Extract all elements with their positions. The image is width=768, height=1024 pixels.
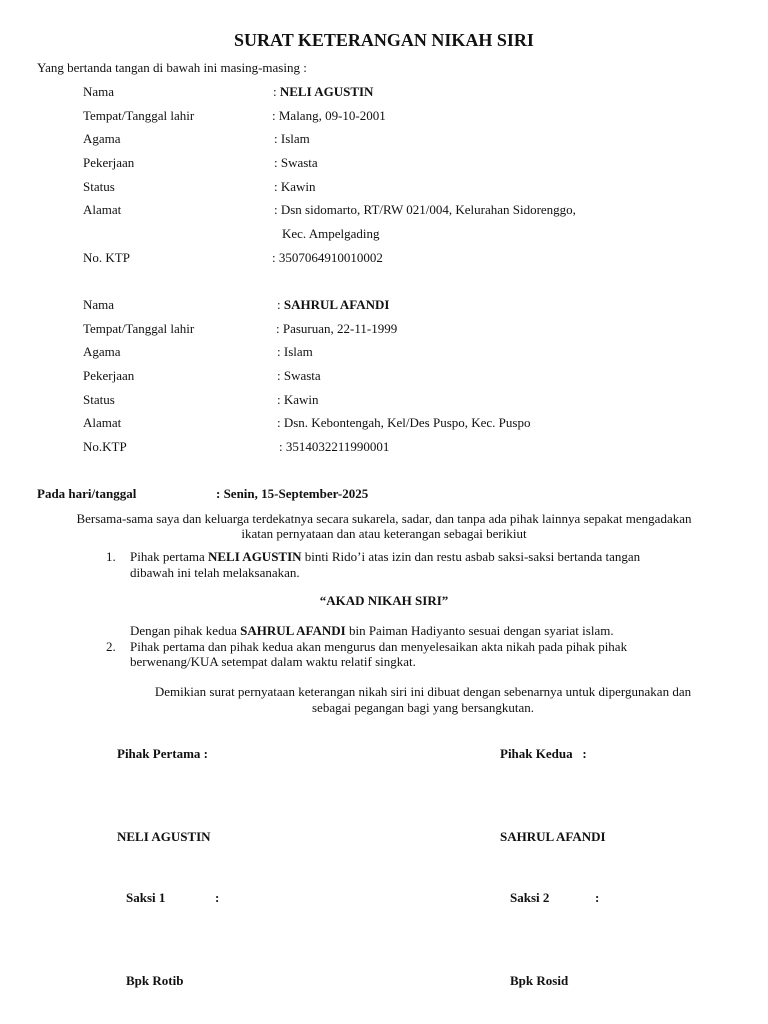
date-label: Pada hari/tanggal	[37, 486, 137, 501]
person1-status-value: : Kawin	[274, 179, 316, 194]
akad-heading: “AKAD NIKAH SIRI”	[319, 593, 449, 608]
person1-address-value: : Dsn sidomarto, RT/RW 021/004, Kelurahan Sidorenggo,	[274, 202, 576, 217]
person1-religion-label: Agama	[83, 131, 121, 146]
pihak-kedua-name: SAHRUL AFANDI	[500, 829, 606, 844]
item1-line2: dibawah ini telah melaksanakan.	[130, 565, 300, 580]
closing-line1: Demikian surat pernyataan keterangan nikah siri ini dibuat dengan sebenarnya untuk dipergunakan dan	[154, 684, 692, 699]
saksi1-colon: :	[215, 890, 220, 905]
saksi2-label: Saksi 2	[510, 890, 550, 905]
person1-job-value: : Swasta	[274, 155, 318, 170]
person1-status-label: Status	[83, 179, 115, 194]
person1-name-value: : NELI AGUSTIN	[273, 84, 374, 99]
intro-text: Yang bertanda tangan di bawah ini masing-masing :	[37, 60, 307, 75]
person2-ktp-label: No.KTP	[83, 439, 127, 454]
person1-ktp-value: : 3507064910010002	[272, 250, 383, 265]
item2-number: 2.	[106, 639, 116, 654]
person1-ktp-label: No. KTP	[83, 250, 130, 265]
akad-line: Dengan pihak kedua SAHRUL AFANDI bin Paiman Hadiyanto sesuai dengan syariat islam.	[130, 623, 614, 638]
person2-birth-value: : Pasuruan, 22-11-1999	[276, 321, 398, 336]
person1-birth-value: : Malang, 09-10-2001	[272, 108, 386, 123]
person1-address-value-line2: Kec. Ampelgading	[282, 226, 380, 241]
person2-name-label: Nama	[83, 297, 115, 312]
person2-religion-value: : Islam	[277, 344, 313, 359]
statement-line1: Bersama-sama saya dan keluarga terdekatnya secara sukarela, sadar, dan tanpa ada pihak lainnya sepakat mengadakan	[76, 511, 692, 526]
person2-job-label: Pekerjaan	[83, 368, 135, 383]
item2-line1: Pihak pertama dan pihak kedua akan mengurus dan menyelesaikan akta nikah pada pihak pihak	[130, 639, 628, 654]
person2-birth-label: Tempat/Tanggal lahir	[83, 321, 195, 336]
person1-job-label: Pekerjaan	[83, 155, 135, 170]
person2-status-label: Status	[83, 392, 115, 407]
pihak-pertama-name: NELI AGUSTIN	[117, 829, 211, 844]
saksi2-colon: :	[595, 890, 600, 905]
person2-name-value: : SAHRUL AFANDI	[277, 297, 390, 312]
person2-address-value: : Dsn. Kebontengah, Kel/Des Puspo, Kec. Puspo	[277, 415, 531, 430]
person2-ktp-value: : 3514032211990001	[279, 439, 390, 454]
closing-paragraph	[60, 684, 768, 716]
statement-line2: ikatan pernyataan dan atau keterangan sebagai berikiut	[241, 526, 527, 541]
person2-religion-label: Agama	[83, 344, 121, 359]
person1-religion-value: : Islam	[274, 131, 310, 146]
person2-address-label: Alamat	[83, 415, 122, 430]
person1-address-label: Alamat	[83, 202, 122, 217]
item1-number: 1.	[106, 549, 116, 564]
person2-status-value: : Kawin	[277, 392, 319, 407]
person1-name-label: Nama	[83, 84, 115, 99]
saksi1-label: Saksi 1	[126, 890, 166, 905]
closing-line2: sebagai pegangan bagi yang bersangkutan.	[311, 700, 534, 715]
person2-job-value: : Swasta	[277, 368, 321, 383]
pihak-kedua-label: Pihak Kedua :	[500, 746, 587, 761]
document-title: SURAT KETERANGAN NIKAH SIRI	[234, 30, 534, 50]
item1-line1: Pihak pertama NELI AGUSTIN binti Rido’i atas izin dan restu asbab saksi-saksi bertanda tangan	[130, 549, 641, 564]
saksi1-name: Bpk Rotib	[126, 973, 184, 988]
statement-paragraph	[0, 511, 768, 541]
saksi2-name: Bpk Rosid	[510, 973, 569, 988]
item2-line2: berwenang/KUA setempat dalam waktu relatif singkat.	[130, 654, 416, 669]
date-value: : Senin, 15-September-2025	[216, 486, 369, 501]
pihak-pertama-label: Pihak Pertama :	[117, 746, 208, 761]
person1-birth-label: Tempat/Tanggal lahir	[83, 108, 195, 123]
